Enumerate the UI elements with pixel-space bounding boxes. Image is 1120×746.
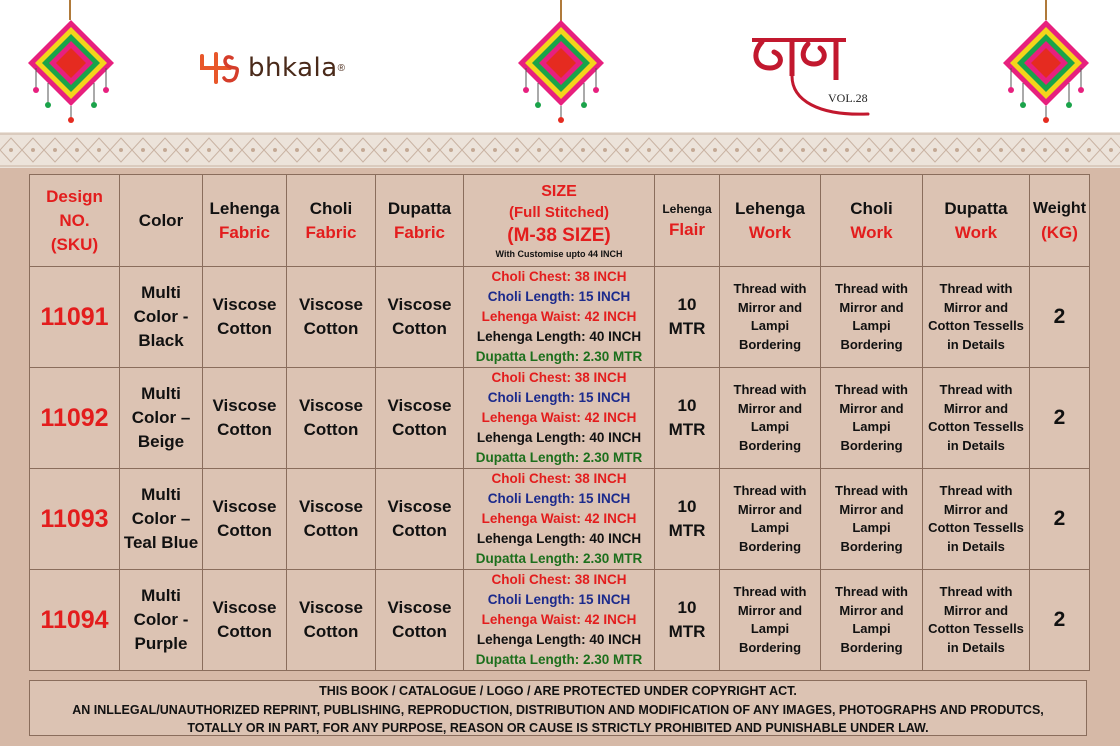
catalog-logo	[748, 30, 878, 122]
header-lehenga-flair: Lehenga Flair	[655, 175, 720, 267]
header-weight: Weight (KG)	[1030, 175, 1090, 267]
table-row	[30, 368, 1090, 469]
catalog-volume: VOL.28	[828, 91, 868, 105]
choli-fabric-cell: Viscose Cotton	[287, 570, 376, 671]
choli-work-cell: Thread with Mirror and Lampi Bordering	[821, 368, 923, 469]
dupatta-fabric-cell: Viscose Cotton	[376, 469, 464, 570]
header-lehenga-fabric: Lehenga Fabric	[203, 175, 287, 267]
weight-cell: 2	[1030, 570, 1090, 671]
choli-fabric-cell: Viscose Cotton	[287, 368, 376, 469]
dupatta-work-cell: Thread with Mirror and Cotton Tessells in Details	[923, 267, 1030, 368]
size-cell: Choli Chest: 38 INCH Choli Length: 15 INCH Lehenga Waist: 42 INCH Lehenga Length: 40 INCH Dupatta Length: 2.30 MTR	[464, 368, 655, 469]
ras-logo-icon	[748, 30, 878, 122]
brand-logo	[196, 48, 345, 88]
lehenga-fabric-cell: Viscose Cotton	[203, 570, 287, 671]
header-size: SIZE (Full Stitched) (M-38 SIZE) With Customise upto 44 INCH	[464, 175, 655, 267]
dupatta-fabric-cell: Viscose Cotton	[376, 570, 464, 671]
weight-cell: 2	[1030, 469, 1090, 570]
choli-work-cell: Thread with Mirror and Lampi Bordering	[821, 469, 923, 570]
choli-work-cell: Thread with Mirror and Lampi Bordering	[821, 267, 923, 368]
kite-ornament-icon	[516, 18, 606, 123]
dupatta-work-cell: Thread with Mirror and Cotton Tessells in Details	[923, 469, 1030, 570]
weight-cell: 2	[1030, 368, 1090, 469]
dupatta-fabric-cell: Viscose Cotton	[376, 267, 464, 368]
brand-name: bhkala	[248, 53, 338, 83]
header-color: Color	[120, 175, 203, 267]
lehenga-fabric-cell: Viscose Cotton	[203, 469, 287, 570]
sku-cell: 11094	[30, 570, 120, 671]
copyright-notice	[29, 680, 1087, 736]
choli-fabric-cell: Viscose Cotton	[287, 267, 376, 368]
color-cell: Multi Color – Teal Blue	[120, 469, 203, 570]
kite-ornament-icon	[1001, 18, 1091, 123]
header-dupatta-fabric: Dupatta Fabric	[376, 175, 464, 267]
brand-registered-mark: ®	[337, 62, 346, 74]
weight-cell: 2	[1030, 267, 1090, 368]
decorative-border-band	[0, 132, 1120, 168]
table-row	[30, 570, 1090, 671]
dupatta-work-cell: Thread with Mirror and Cotton Tessells in Details	[923, 570, 1030, 671]
lehenga-fabric-cell: Viscose Cotton	[203, 267, 287, 368]
header	[0, 0, 1120, 132]
table-header-row	[30, 175, 1090, 267]
sku-cell: 11092	[30, 368, 120, 469]
dupatta-work-cell: Thread with Mirror and Cotton Tessells in Details	[923, 368, 1030, 469]
header-design-no: Design NO. (SKU)	[30, 175, 120, 267]
swastik-logo-icon	[196, 48, 248, 88]
header-dupatta-work: Dupatta Work	[923, 175, 1030, 267]
flair-cell: 10 MTR	[655, 368, 720, 469]
lehenga-work-cell: Thread with Mirror and Lampi Bordering	[720, 267, 821, 368]
lehenga-work-cell: Thread with Mirror and Lampi Bordering	[720, 368, 821, 469]
table-row	[30, 267, 1090, 368]
header-lehenga-work: Lehenga Work	[720, 175, 821, 267]
lehenga-work-cell: Thread with Mirror and Lampi Bordering	[720, 570, 821, 671]
size-cell: Choli Chest: 38 INCH Choli Length: 15 INCH Lehenga Waist: 42 INCH Lehenga Length: 40 INCH Dupatta Length: 2.30 MTR	[464, 570, 655, 671]
sku-cell: 11093	[30, 469, 120, 570]
choli-fabric-cell: Viscose Cotton	[287, 469, 376, 570]
copyright-line: THIS BOOK / CATALOGUE / LOGO / ARE PROTECTED UNDER COPYRIGHT ACT.	[319, 684, 797, 698]
copyright-line: AN INLLEGAL/UNAUTHORIZED REPRINT, PUBLISHING, REPRODUCTION, DISTRIBUTION AND MODIFICATION OF ANY IMAGES, PHOTOGRAPHS AND PRODUTCS,	[72, 702, 1044, 717]
color-cell: Multi Color – Beige	[120, 368, 203, 469]
kite-string	[1045, 0, 1047, 20]
dupatta-fabric-cell: Viscose Cotton	[376, 368, 464, 469]
copyright-line: TOTALLY OR IN PART, FOR ANY PURPOSE, REASON OR CAUSE IS STRICTLY PROHIBITED AND PUNISHABLE UNDER LAW.	[187, 721, 929, 735]
size-cell: Choli Chest: 38 INCH Choli Length: 15 INCH Lehenga Waist: 42 INCH Lehenga Length: 40 INCH Dupatta Length: 2.30 MTR	[464, 267, 655, 368]
color-cell: Multi Color - Black	[120, 267, 203, 368]
header-choli-work: Choli Work	[821, 175, 923, 267]
color-cell: Multi Color - Purple	[120, 570, 203, 671]
lehenga-work-cell: Thread with Mirror and Lampi Bordering	[720, 469, 821, 570]
flair-cell: 10 MTR	[655, 570, 720, 671]
flair-cell: 10 MTR	[655, 267, 720, 368]
flair-cell: 10 MTR	[655, 469, 720, 570]
header-choli-fabric: Choli Fabric	[287, 175, 376, 267]
lehenga-fabric-cell: Viscose Cotton	[203, 368, 287, 469]
kite-ornament-icon	[26, 18, 116, 123]
table-row	[30, 469, 1090, 570]
size-cell: Choli Chest: 38 INCH Choli Length: 15 INCH Lehenga Waist: 42 INCH Lehenga Length: 40 INCH Dupatta Length: 2.30 MTR	[464, 469, 655, 570]
product-spec-table	[29, 174, 1090, 671]
sku-cell: 11091	[30, 267, 120, 368]
kite-string	[69, 0, 71, 20]
choli-work-cell: Thread with Mirror and Lampi Bordering	[821, 570, 923, 671]
